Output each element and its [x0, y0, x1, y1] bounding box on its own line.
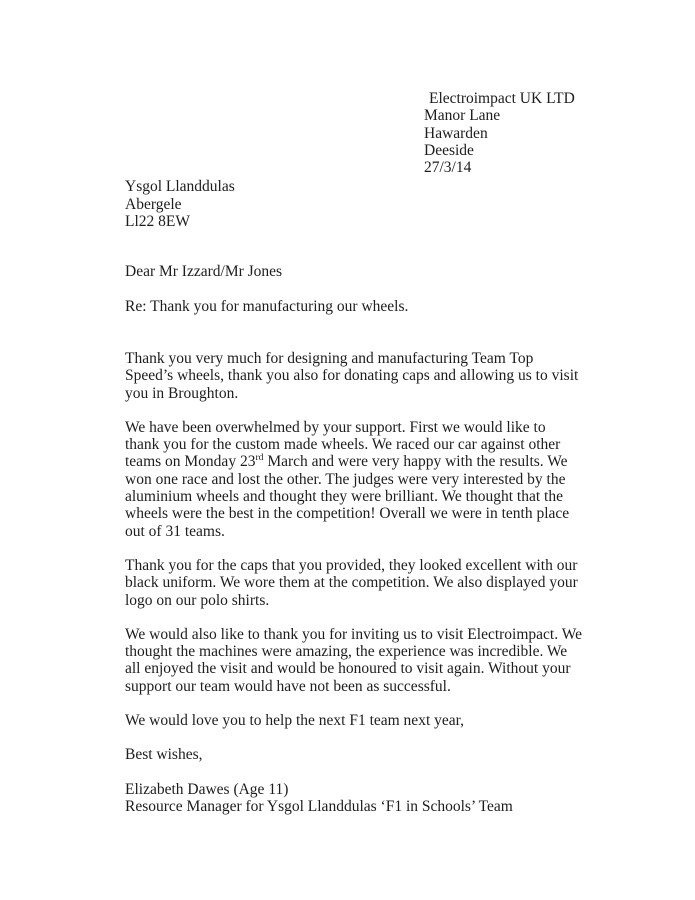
- text-line: black uniform. We wore them at the competition. We also displayed your: [125, 574, 578, 592]
- text-line: teams on Monday 23rd March and were very happy with the results. We: [125, 452, 568, 471]
- ordinal-superscript: rd: [255, 452, 264, 464]
- text-line: thank you for the custom made wheels. We raced our car against other: [125, 436, 561, 454]
- paragraph-2: [125, 419, 595, 540]
- text-line: you in Broughton.: [125, 384, 239, 402]
- text-line: won one race and lost the other. The judges were very interested by the: [125, 470, 566, 488]
- text-line: Speed’s wheels, thank you also for donating caps and allowing us to visit: [125, 367, 579, 385]
- text-line: logo on our polo shirts.: [125, 591, 270, 609]
- text-line: all enjoyed the visit and would be honoured to visit again. Without your: [125, 660, 571, 678]
- text-line: thought the machines were amazing, the experience was incredible. We: [125, 643, 568, 661]
- text-line: support our team would have not been as successful.: [125, 677, 451, 695]
- text-line: wheels were the best in the competition! Overall we were in tenth place: [125, 505, 570, 523]
- text-line: Thank you for the caps that you provided, they looked excellent with our: [125, 556, 578, 574]
- text-line: Ll22 8EW: [125, 213, 190, 231]
- text-line: Thank you very much for designing and manufacturing Team Top: [125, 349, 534, 367]
- sender-address-block: [424, 0, 695, 176]
- subject-line: [125, 298, 595, 315]
- paragraph-4: [125, 626, 595, 695]
- recipient-address-block: [125, 178, 695, 230]
- signature-block: [125, 781, 595, 816]
- text-line: Manor Lane: [424, 107, 501, 125]
- text-line: Elizabeth Dawes (Age 11): [125, 780, 289, 798]
- paragraph-1: [125, 350, 595, 402]
- letter-body: [125, 263, 595, 815]
- paragraph-5: [125, 712, 595, 729]
- text-line: Best wishes,: [125, 746, 203, 764]
- text-line: 27/3/14: [424, 159, 472, 177]
- text-line: Dear Mr Izzard/Mr Jones: [125, 263, 283, 281]
- text-line: aluminium wheels and thought they were brilliant. We thought that the: [125, 488, 563, 506]
- text-line: We would love you to help the next F1 team next year,: [125, 712, 465, 730]
- text-line: Abergele: [125, 195, 182, 213]
- paragraph-3: [125, 557, 595, 609]
- text-line: Re: Thank you for manufacturing our wheels.: [125, 297, 409, 315]
- text-line: Hawarden: [424, 124, 488, 142]
- text-line: We have been overwhelmed by your support. First we would like to: [125, 418, 546, 436]
- closing-line: [125, 746, 595, 763]
- salutation: [125, 263, 595, 280]
- text-line: We would also like to thank you for inviting us to visit Electroimpact. We: [125, 625, 582, 643]
- text-line: Electroimpact UK LTD: [429, 90, 575, 107]
- text-line: Ysgol Llanddulas: [125, 178, 235, 196]
- text-line: Deeside: [424, 141, 474, 159]
- text-line: Resource Manager for Ysgol Llanddulas ‘F1 in Schools’ Team: [125, 797, 513, 815]
- text-line: out of 31 teams.: [125, 522, 225, 540]
